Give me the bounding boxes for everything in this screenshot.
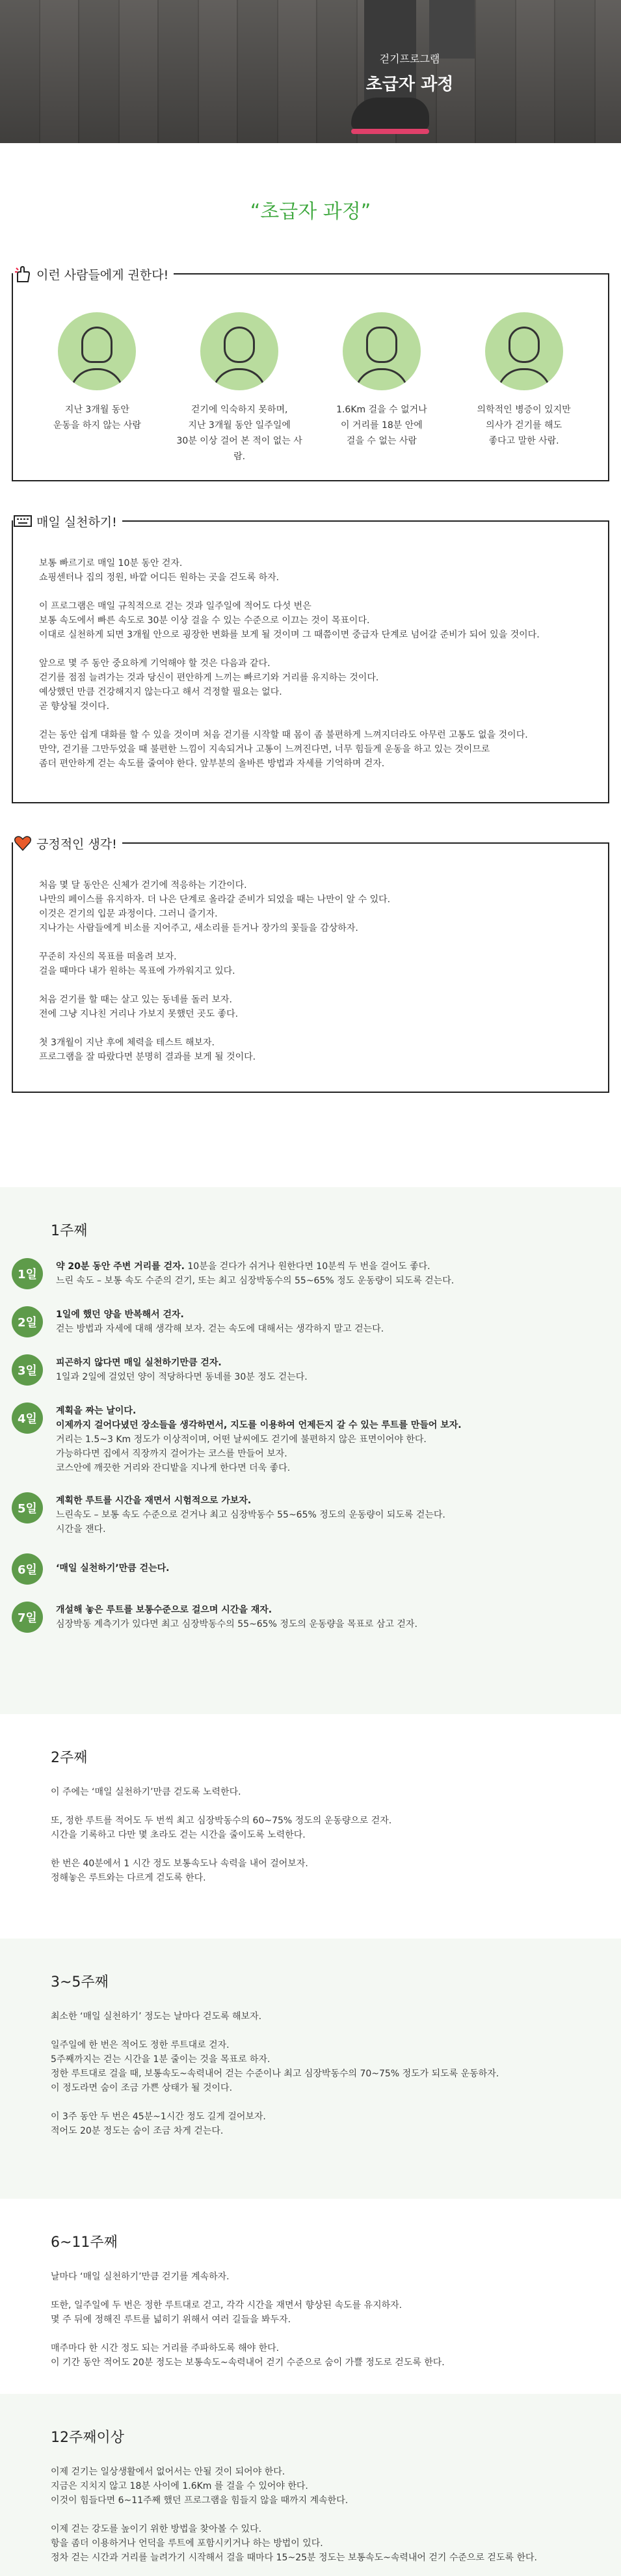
person-description: 의학적인 병증이 있지만 의사가 걷기를 해도 좋다고 말한 사람. <box>477 405 571 446</box>
day-text: 계획한 루트를 시간을 재면서 시험적으로 가보자. 느린속도 – 보통 속도 수준으로 걷거나 최고 심장박동수 55~65% 정도의 운동량이 되도록 걷는다. 시간을 잰다. <box>56 1496 445 1535</box>
week6-section <box>0 2199 621 2394</box>
heart-icon <box>13 833 33 853</box>
person-card <box>29 312 165 464</box>
shoe-illustration <box>351 98 429 130</box>
day-badge: 6일 <box>12 1553 43 1585</box>
paragraph: 매주마다 한 시간 정도 되는 거리를 주파하도록 해야 한다. 이 기간 동안 적어도 20분 정도는 보통속도~속력내어 걷기 수준으로 숨이 가쁠 정도로 걷도록 한다. <box>51 2343 445 2368</box>
day-badge: 7일 <box>12 1602 43 1633</box>
person-description: 지난 3개월 동안 운동을 하지 않는 사람 <box>53 405 141 431</box>
day-badge: 3일 <box>12 1354 43 1386</box>
day-item <box>12 1492 595 1536</box>
week2-section <box>0 1714 621 1939</box>
paragraph: 이 주에는 ‘매일 실천하기’만큼 걷도록 노력한다. <box>51 1787 241 1797</box>
curly-hair-avatar-icon <box>343 312 421 390</box>
paragraph: 첫 3개월이 지난 후에 체력을 테스트 해보자. 프로그램을 잘 따랐다면 분명히 결과를 보게 될 것이다. <box>39 1038 256 1062</box>
week-title: 3~5주째 <box>51 1974 109 1991</box>
recommend-header <box>13 264 174 284</box>
week-text <box>51 1785 595 1885</box>
paragraph: 처음 걷기를 할 때는 살고 있는 동네를 돌러 보자. 전에 그냥 지나친 거리나 가보지 못했던 곳도 좋다. <box>39 995 239 1019</box>
paragraph: 이 3주 동안 두 번은 45분~1시간 정도 길게 걸어보자. 적어도 20분 정도는 숨이 조금 차게 걷는다. <box>51 2112 266 2136</box>
hero-banner <box>0 0 621 143</box>
daily-box <box>12 515 609 803</box>
week-text <box>51 2009 595 2138</box>
woman-avatar-icon <box>58 312 136 390</box>
hero-title: 초급자 과정 <box>365 75 454 94</box>
paragraph: 처음 몇 달 동안은 신체가 걷기에 적응하는 기간이다. 나만의 페이스를 유지하자. 더 나은 단계로 올라갈 준비가 되었을 때는 나만이 알 수 있다. 이것은 걷기의 입문 과정이다. 그러니 즐기자. 지나가는 사람들에게 비소를 지어주고, 새소리를 듣거나 장가의 꽃들을 감상하자. <box>39 880 391 933</box>
week3-section <box>0 1939 621 2199</box>
paragraph: 또한, 일주일에 두 번은 정한 루트대로 걷고, 각각 시간을 재면서 향상된 속도를 유지하자. 몇 주 뒤에 정해진 루트를 넓히기 위해서 여러 길들을 봐두자. <box>51 2300 403 2325</box>
paragraph: 또, 정한 루트를 적어도 두 번씩 최고 심장박동수의 60~75% 정도의 운동량으로 걷자. 시간을 기록하고 다만 몇 초라도 걷는 시간을 줄이도록 노력한다. <box>51 1816 392 1840</box>
person-card <box>313 312 450 464</box>
paragraph: 한 번은 40분에서 1 시간 정도 보통속도나 속력을 내어 걸어보자. 정해놓은 루트와는 다르게 걷도록 한다. <box>51 1858 308 1883</box>
person-description: 1.6Km 걸을 수 없거나 이 거리를 18분 안에 걸을 수 없는 사람 <box>336 405 427 446</box>
week-text <box>51 2270 595 2370</box>
paragraph: 꾸준히 자신의 목표를 떠올려 보자. 걸을 때마다 내가 원하는 목표에 가까워지고 있다. <box>39 952 235 976</box>
paragraph: 이제 걷는 강도를 높이기 위한 방법을 찾아볼 수 있다. 항을 좀더 이용하거나 언덕을 루트에 포함시키거나 하는 방법이 있다. 정차 걷는 시간과 거리를 늘려가기 시작해서 걸을 때마다 15~25분 정도는 보통속도~속력내어 걷기 수준으로 걷도록 한다. <box>51 2524 537 2563</box>
man-avatar-icon <box>200 312 278 390</box>
leg-illustration <box>429 0 475 59</box>
page-title: “초급자 과정” <box>250 200 371 223</box>
hero-subtitle: 걷기프로그램 <box>379 53 440 65</box>
day-text: 피곤하지 않다면 매일 실천하기만큼 걷자. 1일과 2일에 걸었던 양이 적당하다면 동네를 30분 정도 걷는다. <box>56 1358 308 1382</box>
week-title: 1주째 <box>51 1223 88 1239</box>
positive-title: 긍정적인 생각! <box>36 837 117 852</box>
day-item <box>12 1402 595 1475</box>
week-text <box>51 2465 595 2565</box>
paragraph: 걷는 동안 쉽게 대화를 할 수 있을 것이며 처음 걷기를 시작할 때 몸이 좀 불편하게 느껴지더라도 아무런 고통도 없을 것이다. 만약, 걷기를 그만두었을 때 불편한 느낌이 지속되거나 고통이 느껴진다면, 너무 힘들게 운동을 하고 있는 것이므로 좀더 편안하게 걷는 속도를 줄여야 한다. 앞부분의 올바른 방법과 자세를 기억하며 걷자. <box>39 730 528 769</box>
person-card <box>456 312 592 464</box>
day-text: 1일에 했던 양을 반복해서 걷자. 걷는 방법과 자세에 대해 생각해 보자. 걷는 속도에 대해서는 생각하지 말고 걷는다. <box>56 1309 384 1334</box>
paragraph: 이제 걷기는 일상생활에서 없어서는 안될 것이 되어야 한다. 지금은 지치지 않고 18분 사이에 1.6Km 를 걸을 수 있어야 한다. 이것이 힘들다면 6~11주째 했던 프로그램을 힘들지 않을 때까지 계속한다. <box>51 2467 349 2506</box>
paragraph: 최소한 ‘매일 실천하기’ 정도는 날마다 걷도록 해보자. <box>51 2011 262 2022</box>
people-list <box>13 273 608 464</box>
week-title: 6~11주째 <box>51 2234 118 2251</box>
day-item <box>12 1602 595 1633</box>
week1-section <box>0 1187 621 1714</box>
recommend-title: 이런 사람들에게 권한다! <box>36 267 169 282</box>
day-item <box>12 1354 595 1386</box>
day-text: ‘매일 실천하기’만큼 걷는다. <box>56 1563 170 1574</box>
paragraph: 앞으로 몇 주 동안 중요하게 기억해야 할 것은 다음과 같다. 걷기를 점점 늘려가는 것과 당신이 편안하게 느끼는 빠르기와 거리를 유지하는 것이다. 예상했던 만큼 건강해지지 않는다고 해서 걱정할 필요는 없다. 곧 향상될 것이다. <box>39 658 379 712</box>
week-title: 12주째이상 <box>51 2430 125 2446</box>
keyboard-icon <box>13 511 33 531</box>
paragraph: 보통 빠르기로 매일 10분 동안 걷자. 쇼핑센터나 집의 정원, 바깥 어디든 원하는 곳을 걷도록 하자. <box>39 558 280 583</box>
paragraph: 날마다 ‘매일 실천하기’만큼 걷기를 계속하자. <box>51 2272 230 2282</box>
day-badge: 5일 <box>12 1492 43 1523</box>
daily-header <box>13 511 122 531</box>
day-text: 개설해 놓은 루트를 보통수준으로 걸으며 시간을 재자. 심장박동 계측기가 있다면 최고 심장박동수의 55~65% 정도의 운동량을 목표로 삼고 걷자. <box>56 1605 417 1630</box>
paragraph: 이 프로그램은 매일 규칙적으로 걷는 것과 일주일에 적어도 다섯 번은 보통 속도에서 빠른 속도로 30분 이상 걸을 수 있는 수준으로 이끄는 것이 목표이다. 이대로 실천하게 되면 3개월 안으로 굉장한 변화를 보게 될 것이며 그 때쯤이면 중급자 단계로 넘어갈 준비가 되어 있을 것이다. <box>39 601 540 640</box>
day-badge: 4일 <box>12 1402 43 1434</box>
paragraph: 일주일에 한 번은 적어도 정한 루트대로 걷자. 5주째까지는 걷는 시간을 1분 줄이는 것을 목표로 하자. 정한 루트대로 걸을 때, 보통속도~속력내어 걷는 수준이나 최고 심장박동수의 70~75% 정도가 되도록 운동하자. 이 정도라면 숨이 조금 가쁜 상태가 될 것이다. <box>51 2040 499 2093</box>
day-item <box>12 1306 595 1337</box>
daily-title: 매일 실천하기! <box>36 515 117 530</box>
week12-section <box>0 2394 621 2576</box>
positive-box <box>12 837 609 1093</box>
person-description: 걷기에 익숙하지 못하며, 지난 3개월 동안 일주일에 30분 이상 걸어 본 적이 없는 사람. <box>176 405 302 462</box>
day-item <box>12 1553 595 1585</box>
hero-text <box>348 51 471 95</box>
day-item <box>12 1258 595 1289</box>
day-text: 계획을 짜는 날이다. 이제까지 걸어다녔던 장소들을 생각하면서, 지도를 이용하여 언제든지 갈 수 있는 루트를 만들어 보자. 거리는 1.5~3 Km 정도가 이상적이며, 어떤 날씨에도 걷기에 불편하지 않은 표면이어야 한다. 가능하다면 집에서 직장까지 걸어가는 코스를 만들어 보자. 코스안에 깨끗한 거리와 잔디밭을 지나게 한다면 더욱 좋다. <box>56 1406 462 1473</box>
glasses-avatar-icon <box>485 312 563 390</box>
recommend-box <box>12 267 609 481</box>
positive-header <box>13 833 122 853</box>
day-badge: 2일 <box>12 1306 43 1337</box>
week-title: 2주째 <box>51 1750 88 1766</box>
day-text: 약 20분 동안 주변 거리를 걷자. 10분을 걷다가 쉬거나 원한다면 10분씩 두 번을 걸어도 좋다. 느린 속도 – 보통 속도 수준의 걷기, 또는 최고 심장박동수의 55~65% 정도 운동량이 되도록 걷는다. <box>56 1261 455 1286</box>
positive-text <box>13 842 608 1064</box>
day-badge: 1일 <box>12 1258 43 1289</box>
daily-text <box>13 520 608 771</box>
pointing-hand-icon <box>13 264 33 284</box>
person-card <box>171 312 308 464</box>
